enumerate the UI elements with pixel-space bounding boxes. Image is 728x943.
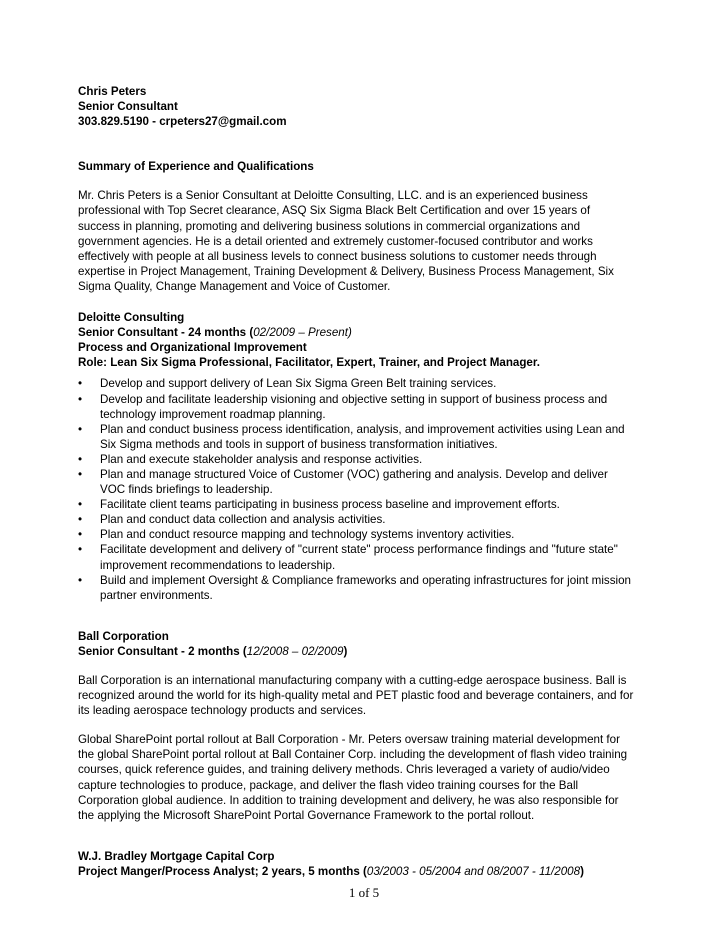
responsibility-line: technology improvement roadmap planning.	[100, 407, 326, 421]
paragraph-line: recognized around the world for its high-quality metal and PET plastic food and beverage containers, and for	[78, 689, 634, 703]
responsibility-list	[78, 376, 653, 602]
summary-line: government agencies. He is a detail oriented and extremely customer-focused contributor and works	[78, 234, 593, 248]
company-description	[78, 673, 653, 718]
bullet-icon: •	[78, 498, 83, 512]
role-dates: 12/2008 – 02/2009	[246, 644, 344, 658]
paragraph-line: courses, quick reference guides, and training delivery methods. Chris leveraged a variety of audio/video	[78, 763, 610, 777]
responsibility-line: Facilitate client teams participating in business process baseline and improvement efforts.	[100, 498, 560, 512]
responsibility-line: Plan and manage structured Voice of Customer (VOC) gathering and analysis. Develop and deliver	[100, 467, 608, 481]
bullet-icon: •	[78, 528, 83, 542]
role-duration-close: )	[343, 644, 348, 658]
responsibility-item	[78, 573, 653, 603]
summary-text	[78, 188, 653, 294]
deloitte-section	[78, 310, 653, 603]
responsibility-item	[78, 452, 653, 467]
resume-page	[78, 84, 653, 879]
paragraph-line: the global SharePoint portal rollout at Ball Container Corp. including the development of flash video training	[78, 748, 628, 762]
paragraph-line: its leading aerospace technology products and services.	[78, 704, 367, 718]
responsibility-item	[78, 497, 653, 512]
summary-line: professional with Top Secret clearance, ASQ Six Sigma Black Belt Certification and over 15 years of	[78, 204, 591, 218]
company-name: Ball Corporation	[78, 629, 169, 643]
bullet-icon: •	[78, 422, 83, 436]
company-name: Deloitte Consulting	[78, 311, 185, 325]
summary-line: Sigma Quality, Change Management and Voice of Customer.	[78, 279, 391, 293]
responsibility-item	[78, 542, 653, 572]
role-duration-text: Senior Consultant - 24 months (	[78, 326, 254, 340]
bullet-icon: •	[78, 452, 83, 466]
candidate-contact: 303.829.5190 - crpeters27@gmail.com	[78, 115, 287, 129]
role-duration	[78, 325, 653, 340]
header-block	[78, 84, 653, 129]
responsibility-item	[78, 467, 653, 497]
responsibility-item	[78, 392, 653, 422]
bullet-icon: •	[78, 513, 83, 527]
candidate-title: Senior Consultant	[78, 100, 178, 114]
responsibility-line: Plan and conduct business process identification, analysis, and improvement activities using Lean and	[100, 422, 625, 436]
bullet-icon: •	[78, 543, 83, 557]
paragraph-line: Global SharePoint portal rollout at Ball Corporation - Mr. Peters oversaw training material development for	[78, 733, 620, 747]
responsibility-line: Facilitate development and delivery of "current state" process performance findings and "future state"	[100, 543, 618, 557]
responsibility-line: Six Sigma methods and tools in support of business transformation initiatives.	[100, 437, 498, 451]
paragraph-line: capture technologies to produce, package, and deliver the flash video training courses for the Ball	[78, 778, 579, 792]
summary-line: effectively with people at all business levels to connect business solutions to customer needs through	[78, 249, 597, 263]
responsibility-line: Build and implement Oversight & Compliance frameworks and operating infrastructures for joint mission	[100, 573, 631, 587]
bullet-icon: •	[78, 573, 83, 587]
bullet-icon: •	[78, 467, 83, 481]
summary-line: success in planning, promoting and delivering business solutions in commercial organizations and	[78, 219, 581, 233]
responsibility-item	[78, 376, 653, 391]
role-duration-text: Project Manger/Process Analyst; 2 years, 5 months (	[78, 864, 367, 878]
role-duration	[78, 864, 653, 879]
summary-line: expertise in Project Management, Training Development & Delivery, Business Process Management, Six	[78, 264, 614, 278]
summary-line: Mr. Chris Peters is a Senior Consultant at Deloitte Consulting, LLC. and is an experienced business	[78, 189, 588, 203]
responsibility-line: partner environments.	[100, 588, 213, 602]
paragraph-line: the applying the Microsoft SharePoint Portal Governance Framework to the portal rollout.	[78, 808, 535, 822]
paragraph-line: Ball Corporation is an international manufacturing company with a cutting-edge aerospace business. Ball is	[78, 674, 627, 687]
responsibility-line: Plan and conduct resource mapping and technology systems inventory activities.	[100, 528, 515, 542]
project-description	[78, 732, 653, 823]
responsibility-line: Plan and execute stakeholder analysis and response activities.	[100, 452, 423, 466]
role-duration	[78, 644, 653, 659]
summary-section	[78, 159, 653, 294]
role-dates: 02/2009 – Present)	[253, 326, 352, 340]
role-duration-text: Senior Consultant - 2 months (	[78, 644, 247, 658]
responsibility-line: Plan and conduct data collection and analysis activities.	[100, 513, 386, 527]
ball-section	[78, 629, 653, 823]
responsibility-line: Develop and facilitate leadership visioning and objective setting in support of business process and	[100, 392, 608, 406]
page-number: 1 of 5	[348, 885, 380, 900]
responsibility-item	[78, 422, 653, 452]
company-name: W.J. Bradley Mortgage Capital Corp	[78, 849, 275, 863]
role-duration-close: )	[580, 864, 584, 878]
responsibility-item	[78, 512, 653, 527]
bullet-icon: •	[78, 392, 83, 406]
role-description: Role: Lean Six Sigma Professional, Facilitator, Expert, Trainer, and Project Manager.	[78, 356, 540, 370]
bullet-icon: •	[78, 377, 83, 391]
responsibility-item	[78, 527, 653, 542]
paragraph-line: Corporation global audience. In addition to training development and delivery, he was also responsible for	[78, 793, 619, 807]
practice-area: Process and Organizational Improvement	[78, 341, 307, 355]
responsibility-line: VOC finds briefings to leadership.	[100, 483, 273, 497]
responsibility-line: Develop and support delivery of Lean Six Sigma Green Belt training services.	[100, 377, 497, 391]
wj-bradley-section	[78, 849, 653, 879]
responsibility-line: improvement recommendations to leadership.	[100, 558, 336, 572]
candidate-name: Chris Peters	[78, 85, 147, 98]
role-dates: 03/2003 - 05/2004 and 08/2007 - 11/2008	[366, 864, 581, 878]
summary-heading: Summary of Experience and Qualifications	[78, 160, 314, 174]
